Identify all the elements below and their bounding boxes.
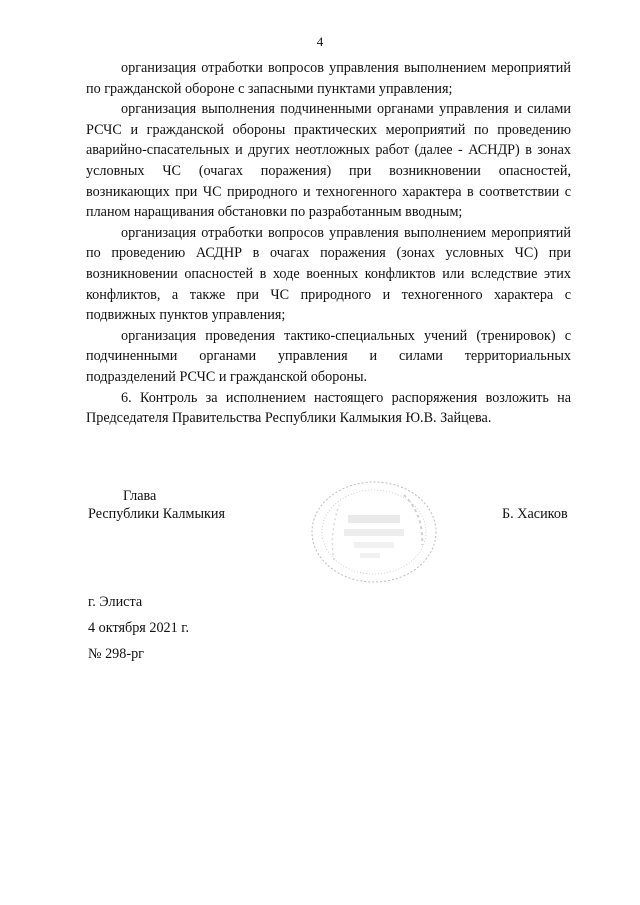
paragraph-1: организация отработки вопросов управления выполнением мероприятий по гражданской обороне с запасными пунктами управления;: [86, 60, 571, 97]
official-seal-icon: [304, 475, 444, 590]
footer-date: 4 октября 2021 г.: [88, 620, 190, 636]
paragraph-5: 6. Контроль за исполнением настоящего распоряжения возложить на Председателя Правительства Республики Калмыкия Ю.В. Зайцева.: [86, 389, 571, 427]
signature-title-line2: Республики Калмыкия: [88, 506, 226, 522]
page-number: 4: [316, 34, 324, 49]
paragraph-2: организация выполнения подчиненными органами управления и силами РСЧС и гражданской обороны практических мероприятий по проведению аварийно-спасательных и других неотложных работ (далее - АСНДР) в зонах условных ЧС (очагах поражения) при возникновении опасностей, возникающих при ЧС природного и техногенного характера в соответствии с планом наращивания обстановки по разработанным вводным;: [86, 101, 571, 221]
signature-title-line1: Глава: [123, 488, 157, 504]
document-body: [86, 58, 571, 429]
footer-city: г. Элиста: [88, 594, 143, 610]
footer-number: № 298-рг: [88, 646, 145, 662]
paragraph-4: организация проведения тактико-специальных учений (тренировок) с подчиненными органами управления и силами территориальных подразделений РСЧС и гражданской обороны.: [86, 327, 571, 385]
paragraph-3: организация отработки вопросов управления выполнением мероприятий по проведению АСДНР в очагах поражения (зонах условных ЧС) при возникновении опасностей в ходе военных конфликтов или вследствие этих конфликтов, а также при ЧС природного и техногенного характера с подвижных пунктов управления;: [86, 224, 571, 324]
signature-name: Б. Хасиков: [502, 506, 568, 522]
